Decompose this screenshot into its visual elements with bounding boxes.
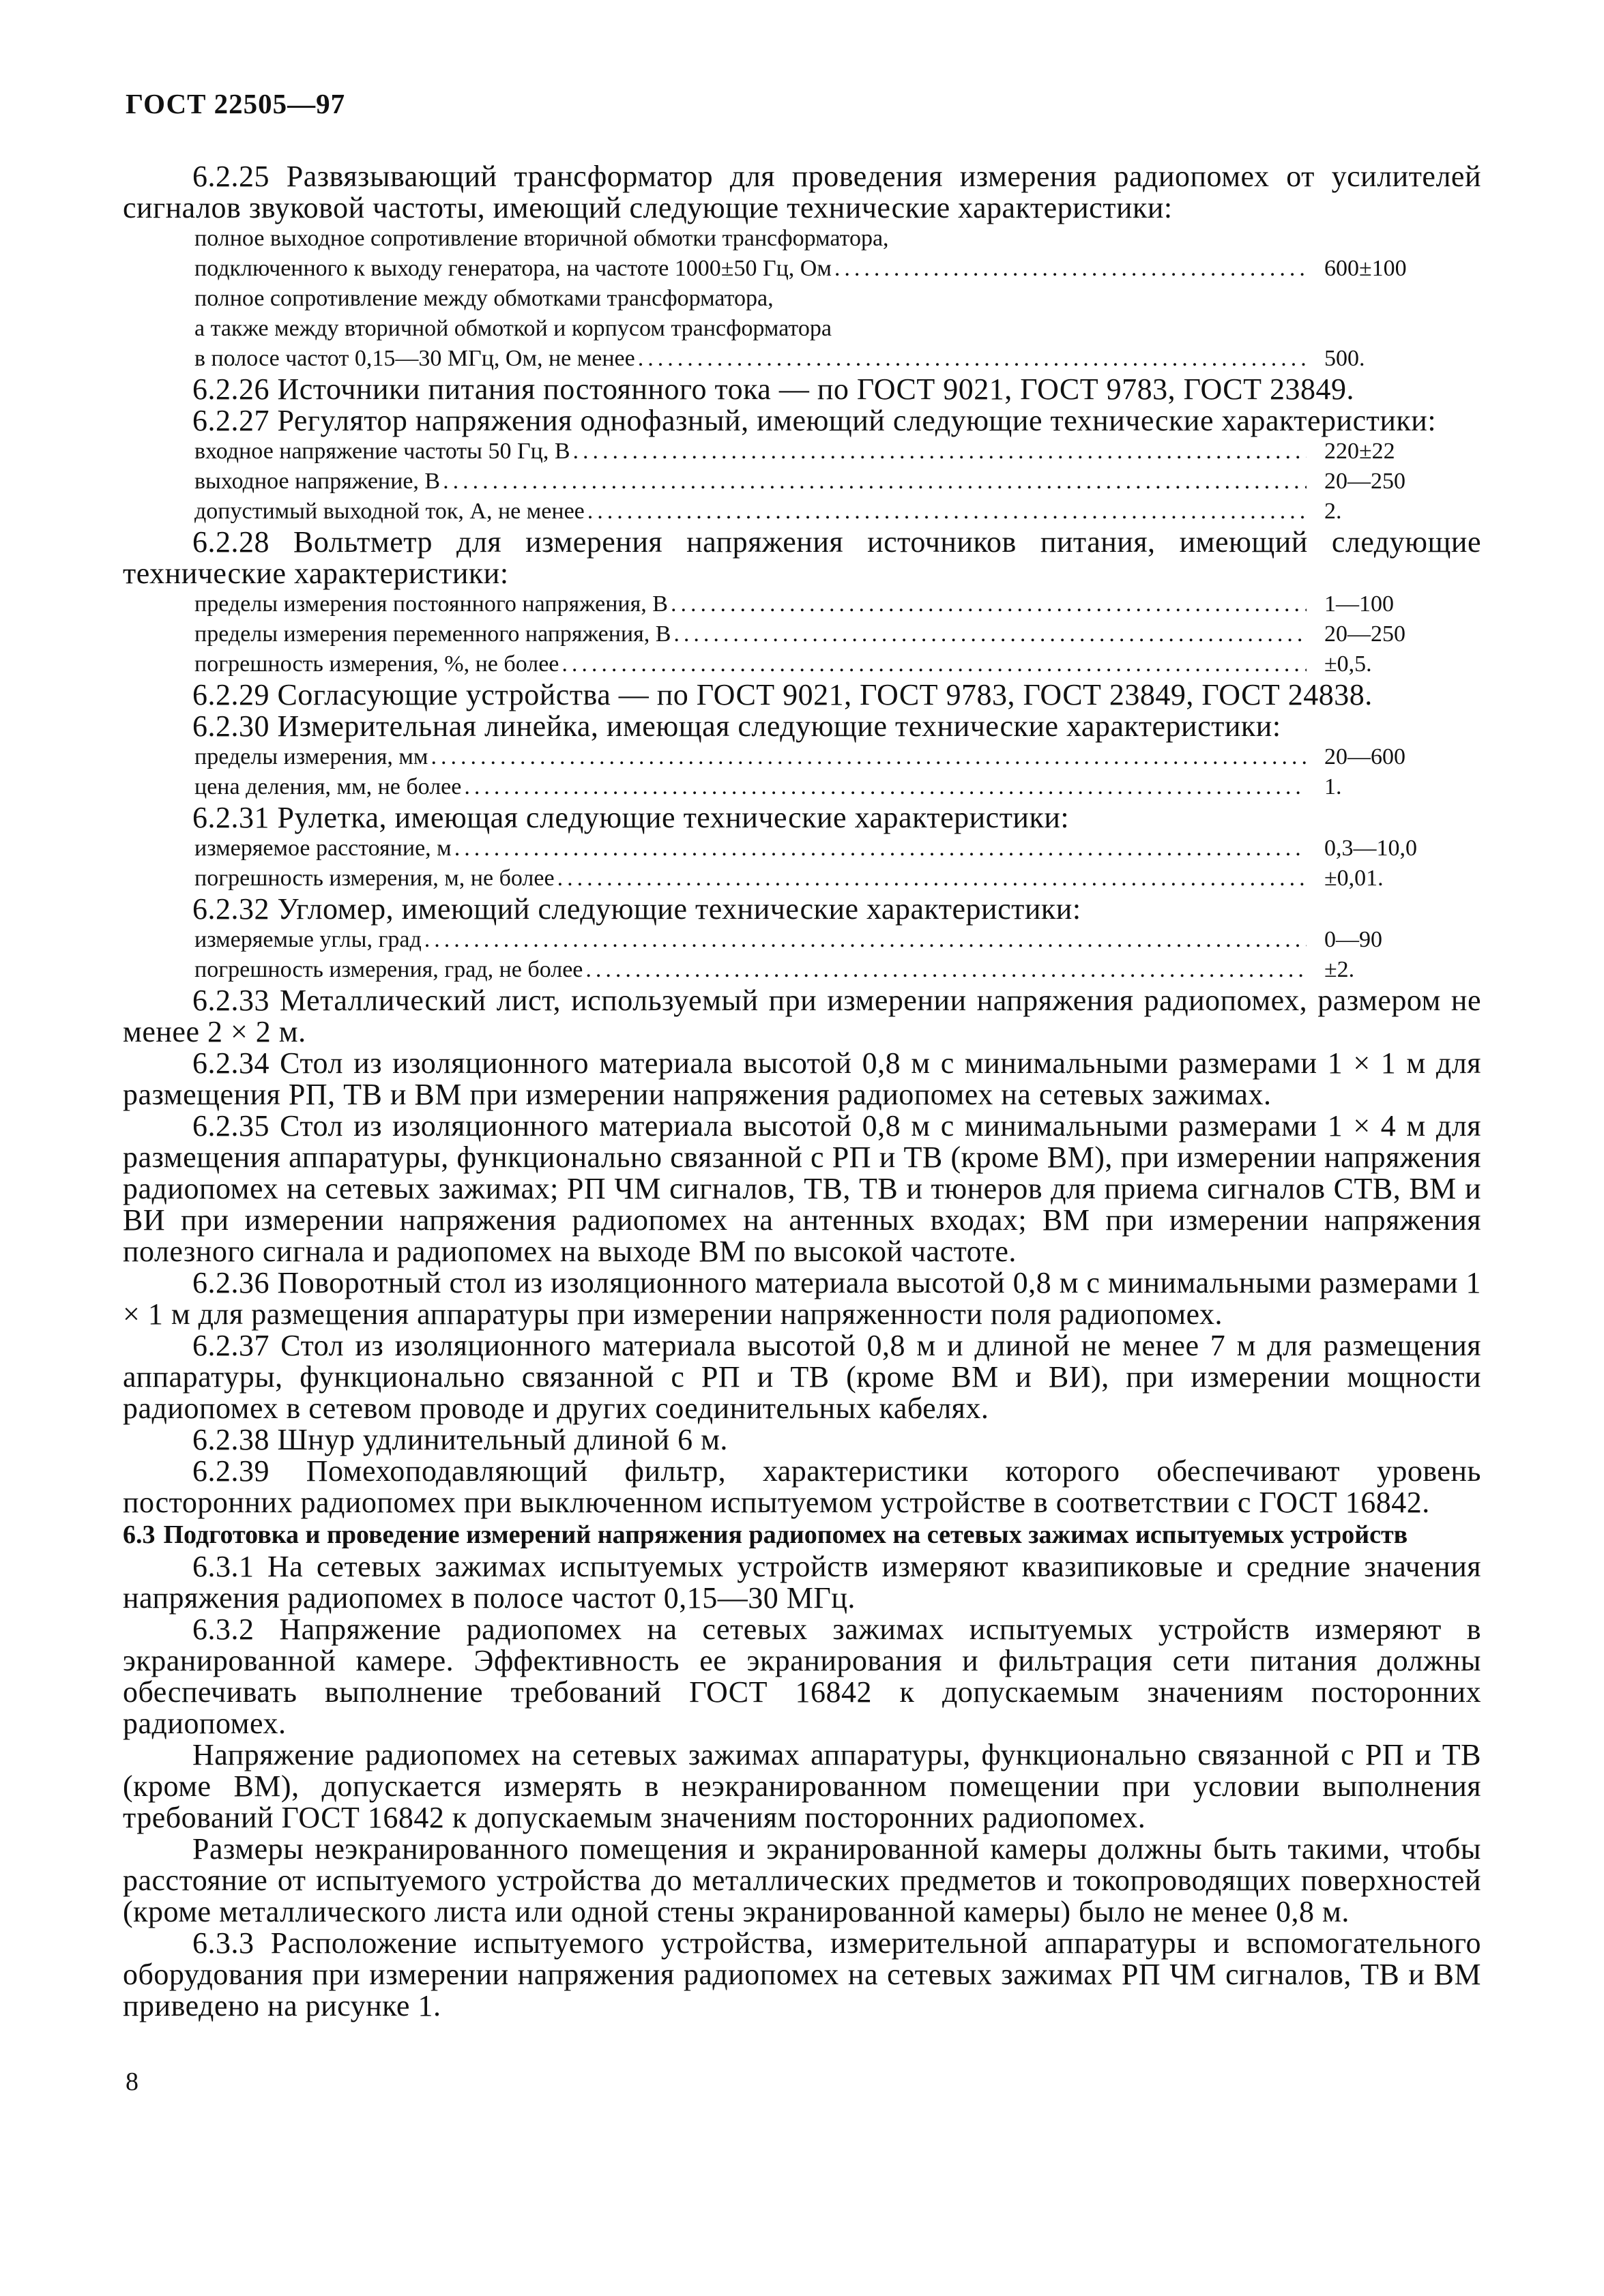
spec-row bbox=[194, 649, 1481, 679]
spec-value: 220±22 bbox=[1324, 439, 1395, 464]
leader-dots bbox=[587, 497, 1307, 527]
spec-row bbox=[194, 437, 1481, 467]
spec-value: 2. bbox=[1324, 499, 1342, 524]
section-heading-6-3 bbox=[123, 1520, 1481, 1550]
spec-list-6-2-31 bbox=[123, 834, 1481, 894]
spec-label: погрешность измерения, град, не более bbox=[194, 957, 583, 982]
clause-6-2-28: 6.2.28 Вольтметр для измерения напряжения источников питания, имеющий следующие технические характеристики: bbox=[123, 525, 1481, 590]
spec-list-6-2-27 bbox=[123, 437, 1481, 527]
leader-dots bbox=[454, 834, 1307, 864]
spec-value: 0—90 bbox=[1324, 927, 1382, 952]
spec-label: измеряемые углы, град bbox=[194, 927, 422, 952]
spec-row bbox=[194, 497, 1481, 527]
spec-row bbox=[194, 344, 1481, 374]
leader-dots bbox=[562, 649, 1307, 679]
leader-dots bbox=[671, 589, 1307, 619]
spec-row bbox=[194, 254, 1481, 284]
leader-dots bbox=[431, 742, 1307, 772]
clause-6-2-30: 6.2.30 Измерительная линейка, имеющая следующие технические характеристики: bbox=[192, 709, 1281, 743]
clause-6-2-27: 6.2.27 Регулятор напряжения однофазный, имеющий следующие технические характеристики: bbox=[192, 404, 1437, 437]
spec-value: 600±100 bbox=[1324, 256, 1407, 281]
spec-label: пределы измерения, мм bbox=[194, 744, 428, 769]
clause-6-3-3: 6.3.3 Расположение испытуемого устройства, измерительной аппаратуры и вспомогательного оборудования при измерении напряжения радиопомех на сетевых зажимах РП ЧМ сигналов, ТВ и ВМ приведено на рисунке 1. bbox=[123, 1926, 1481, 2022]
spec-value: 0,3—10,0 bbox=[1324, 836, 1417, 861]
spec-line: полное сопротивление между обмотками трансформатора, bbox=[194, 286, 774, 311]
document-body bbox=[123, 161, 1481, 2022]
spec-list-6-2-30 bbox=[123, 742, 1481, 802]
clause-6-2-34: 6.2.34 Стол из изоляционного материала высотой 0,8 м с минимальными размерами 1 × 1 м для размещения РП, ТВ и ВМ при измерении напряжения радиопомех на сетевых зажимах. bbox=[123, 1046, 1481, 1111]
clause-6-2-31: 6.2.31 Рулетка, имеющая следующие технические характеристики: bbox=[192, 801, 1070, 834]
spec-value: 1. bbox=[1324, 774, 1342, 799]
clause-6-2-36: 6.2.36 Поворотный стол из изоляционного материала высотой 0,8 м с минимальными размерами 1 × 1 м для размещения аппаратуры при измерении напряженности поля радиопомех. bbox=[123, 1266, 1482, 1331]
spec-value: ±0,5. bbox=[1324, 651, 1372, 677]
spec-label: погрешность измерения, м, не более bbox=[194, 866, 555, 891]
document-header: ГОСТ 22505—97 bbox=[126, 88, 346, 119]
spec-line: а также между вторичной обмоткой и корпусом трансформатора bbox=[194, 316, 832, 341]
clause-6-3-2-paragraph-3: Размеры неэкранированного помещения и экранированной камеры должны быть такими, чтобы расстояние от испытуемого устройства до металлических предметов и токопроводящих поверхностей (кроме металлического листа или одной стены экранированной камеры) было не менее 0,8 м. bbox=[123, 1832, 1481, 1928]
leader-dots bbox=[424, 925, 1307, 955]
spec-label: допустимый выходной ток, А, не менее bbox=[194, 499, 585, 524]
clause-6-2-32: 6.2.32 Угломер, имеющий следующие технические характеристики: bbox=[192, 892, 1081, 926]
spec-list-6-2-32 bbox=[123, 925, 1481, 985]
spec-row bbox=[194, 619, 1481, 649]
clause-6-2-38: 6.2.38 Шнур удлинительный длиной 6 м. bbox=[192, 1423, 728, 1456]
spec-row bbox=[194, 589, 1481, 619]
spec-line: полное выходное сопротивление вторичной обмотки трансформатора, bbox=[194, 226, 889, 251]
spec-value: 20—600 bbox=[1324, 744, 1405, 769]
spec-label: пределы измерения переменного напряжения, В bbox=[194, 621, 671, 647]
spec-list-6-2-28 bbox=[123, 589, 1481, 679]
spec-row bbox=[194, 834, 1481, 864]
clause-6-2-29: 6.2.29 Согласующие устройства — по ГОСТ 9021, ГОСТ 9783, ГОСТ 23849, ГОСТ 24838. bbox=[192, 678, 1373, 711]
spec-label: цена деления, мм, не более bbox=[194, 774, 462, 799]
clause-6-3-1: 6.3.1 На сетевых зажимах испытуемых устройств измеряют квазипиковые и средние значения напряжения радиопомех в полосе частот 0,15—30 МГц. bbox=[123, 1550, 1481, 1615]
spec-value: ±2. bbox=[1324, 957, 1355, 982]
spec-row bbox=[194, 772, 1481, 802]
spec-row bbox=[194, 925, 1481, 955]
spec-label: погрешность измерения, %, не более bbox=[194, 651, 559, 677]
spec-label: входное напряжение частоты 50 Гц, В bbox=[194, 439, 570, 464]
spec-value: ±0,01. bbox=[1324, 866, 1384, 891]
spec-value: 1—100 bbox=[1324, 591, 1394, 617]
spec-row bbox=[194, 955, 1481, 985]
clause-6-2-25: 6.2.25 Развязывающий трансформатор для проведения измерения радиопомех от усилителей сигналов звуковой частоты, имеющий следующие технические характеристики: bbox=[123, 160, 1481, 224]
spec-label: в полосе частот 0,15—30 МГц, Ом, не менее bbox=[194, 346, 635, 371]
spec-row bbox=[194, 742, 1481, 772]
spec-label: подключенного к выходу генератора, на частоте 1000±50 Гц, Ом bbox=[194, 256, 832, 281]
spec-row bbox=[194, 467, 1481, 497]
clause-6-2-39: 6.2.39 Помехоподавляющий фильтр, характеристики которого обеспечивают уровень посторонних радиопомех при выключенном испытуемом устройстве в соответствии с ГОСТ 16842. bbox=[123, 1454, 1481, 1519]
clause-6-2-26: 6.2.26 Источники питания постоянного тока — по ГОСТ 9021, ГОСТ 9783, ГОСТ 23849. bbox=[192, 372, 1355, 406]
spec-value: 20—250 bbox=[1324, 469, 1405, 494]
leader-dots bbox=[573, 437, 1307, 467]
section-title: Подготовка и проведение измерений напряжения радиопомех на сетевых зажимах испытуемых устройств bbox=[163, 1520, 1408, 1549]
spec-row bbox=[194, 864, 1481, 894]
clause-6-2-33: 6.2.33 Металлический лист, используемый при измерении напряжения радиопомех, размером не менее 2 × 2 м. bbox=[123, 984, 1481, 1048]
spec-label: пределы измерения постоянного напряжения, В bbox=[194, 591, 668, 617]
leader-dots bbox=[464, 772, 1307, 802]
spec-list-6-2-25 bbox=[123, 224, 1481, 374]
leader-dots bbox=[638, 344, 1307, 374]
clause-6-3-2-paragraph-2: Напряжение радиопомех на сетевых зажимах аппаратуры, функционально связанной с РП и ТВ (кроме ВМ), допускается измерять в неэкранированном помещении при условии выполнения требований ГОСТ 16842 к допускаемым значениям посторонних радиопомех. bbox=[123, 1738, 1481, 1834]
clause-6-2-35: 6.2.35 Стол из изоляционного материала высотой 0,8 м с минимальными размерами 1 × 4 м для размещения аппаратуры, функционально связанной с РП и ТВ (кроме ВМ), при измерении напряжения радиопомех на сетевых зажимах; РП ЧМ сигналов, ТВ, ТВ и тюнеров для приема сигналов СТВ, ВМ и ВИ при измерении напряжения радиопомех на антенных входах; ВМ при измерении напряжения полезного сигнала и радиопомех на выходе ВМ по высокой частоте. bbox=[123, 1109, 1481, 1268]
spec-value: 500. bbox=[1324, 346, 1365, 371]
leader-dots bbox=[443, 467, 1307, 497]
spec-label: выходное напряжение, В bbox=[194, 469, 441, 494]
clause-6-2-37: 6.2.37 Стол из изоляционного материала высотой 0,8 м и длиной не менее 7 м для размещения аппаратуры, функционально связанной с РП и ТВ (кроме ВМ и ВИ), при измерении мощности радиопомех в сетевом проводе и других соединительных кабелях. bbox=[123, 1329, 1481, 1425]
page-number: 8 bbox=[126, 2067, 138, 2096]
leader-dots bbox=[673, 619, 1307, 649]
section-number: 6.3 bbox=[123, 1520, 156, 1549]
leader-dots bbox=[557, 864, 1307, 894]
clause-6-3-2: 6.3.2 Напряжение радиопомех на сетевых зажимах испытуемых устройств измеряют в экранированной камере. Эффективность ее экранирования и фильтрация сети питания должны обеспечивать выполнение требований ГОСТ 16842 к допускаемым значениям посторонних радиопомех. bbox=[123, 1613, 1481, 1740]
spec-value: 20—250 bbox=[1324, 621, 1405, 647]
spec-label: измеряемое расстояние, м bbox=[194, 836, 452, 861]
leader-dots bbox=[834, 254, 1307, 284]
leader-dots bbox=[585, 955, 1307, 985]
